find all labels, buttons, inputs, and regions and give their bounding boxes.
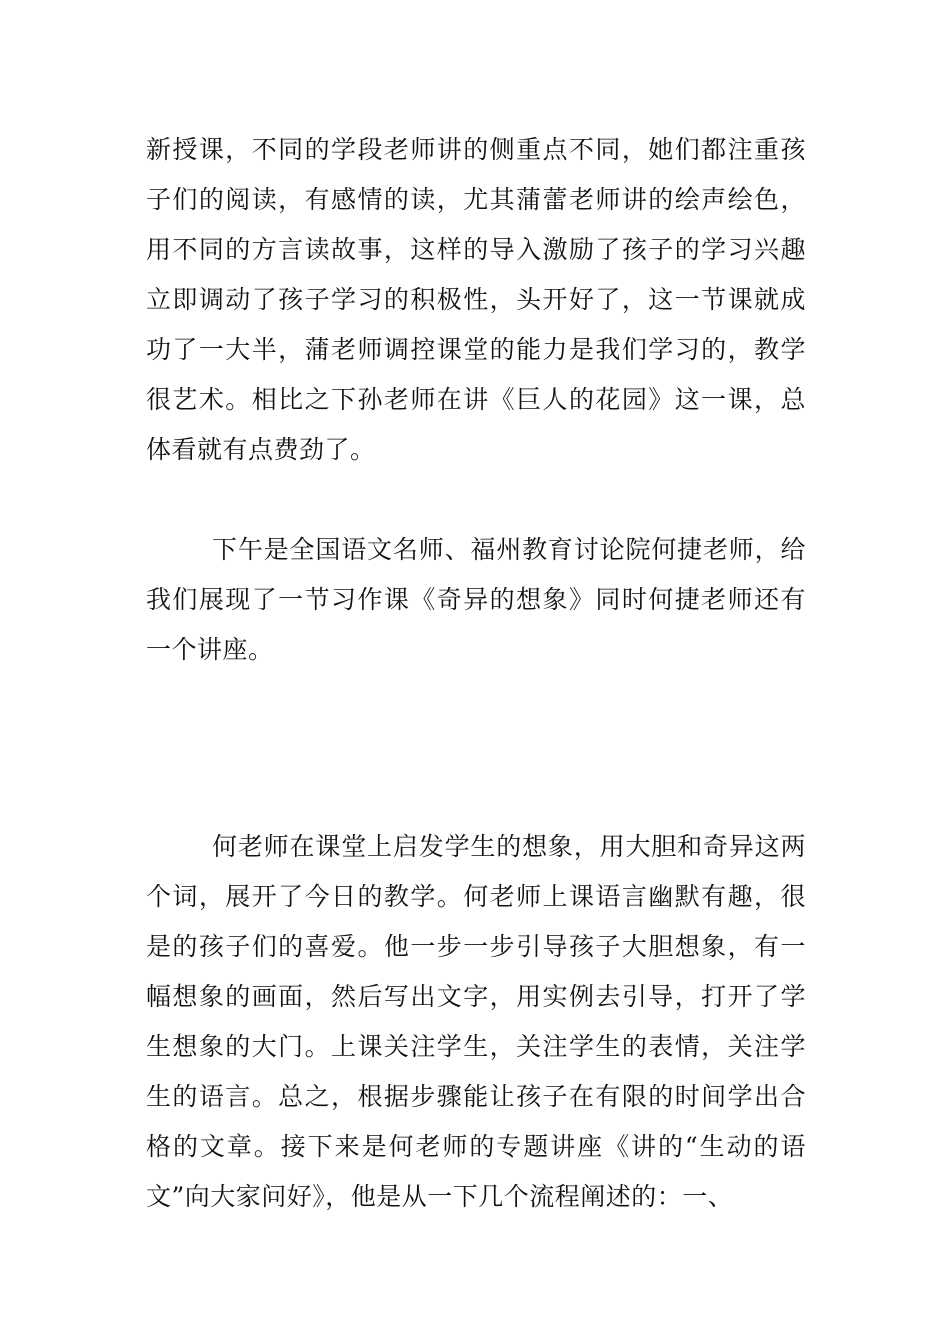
paragraph-afternoon-lesson: 下午是全国语文名师、福州教育讨论院何捷老师，给我们展现了一节习作课《奇异的想象》同时何捷老师还有一个讲座。 <box>146 535 806 664</box>
paragraph-continuation: 新授课，不同的学段老师讲的侧重点不同，她们都注重孩子们的阅读，有感情的读，尤其蒲蕾老师讲的绘声绘色，用不同的方言读故事，这样的导入激励了孩子的学习兴趣立即调动了孩子学习的积极性，头开好了，这一节课就成功了一大半，蒲老师调控课堂的能力是我们学习的，教学很艺术。相比之下孙老师在讲《巨人的花园》这一课，总体看就有点费劲了。 <box>146 135 806 464</box>
paragraph-teacher-he: 何老师在课堂上启发学生的想象，用大胆和奇异这两个词，展开了今日的教学。何老师上课语言幽默有趣，很是的孩子们的喜爱。他一步一步引导孩子大胆想象，有一幅想象的画面，然后写出文字，用实例去引导，打开了学生想象的大门。上课关注学生，关注学生的表情，关注学生的语言。总之，根据步骤能让孩子在有限的时间学出合格的文章。接下来是何老师的专题讲座《讲的“生动的语文”向大家问好》，他是从一下几个流程阐述的：一、 <box>146 832 806 1211</box>
